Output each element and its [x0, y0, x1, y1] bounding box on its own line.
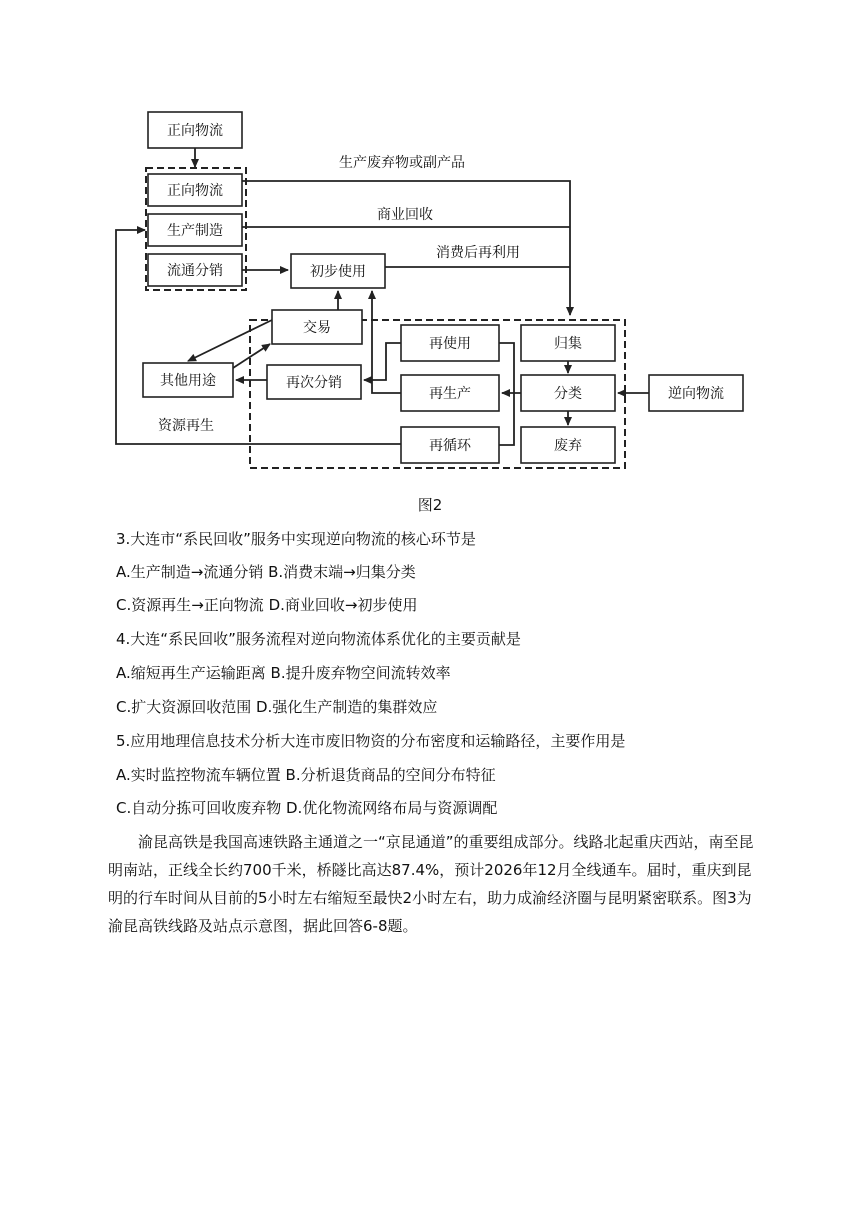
- bracket-reuse-recycle: [499, 343, 514, 445]
- top-forward-logistics-node: [148, 112, 242, 148]
- discard-node: [521, 427, 615, 463]
- question-5-options-ab: A.实时监控物流车辆位置 B.分析退货商品的空间分布特征: [116, 766, 496, 784]
- question-5-options-cd: C.自动分拣可回收废弃物 D.优化物流网络布局与资源调配: [116, 799, 498, 817]
- redistribution-label: 再次分销: [286, 375, 342, 391]
- reproduction-node: [401, 375, 499, 411]
- reproduction-label: 再生产: [429, 386, 471, 402]
- manufacturing-label: 生产制造: [167, 223, 223, 239]
- arrow-to-redistribution: [364, 343, 401, 380]
- recycling-node: [401, 427, 499, 463]
- label-resource: 资源再生: [158, 418, 214, 434]
- reuse-label: 再使用: [429, 336, 471, 352]
- manufacturing-node: [148, 214, 242, 246]
- collect-label: 归集: [554, 336, 582, 352]
- sort-node: [521, 375, 615, 411]
- top-forward-logistics-label: 正向物流: [167, 123, 223, 139]
- other-use-node: [143, 363, 233, 397]
- reuse-node: [401, 325, 499, 361]
- question-5-stem: 5.应用地理信息技术分析大连市废旧物资的分布密度和运输路径，主要作用是: [116, 732, 626, 750]
- redistribution-node: [267, 365, 361, 399]
- arrow-trade-to-other-use: [188, 320, 272, 361]
- distribution-label: 流通分销: [167, 263, 223, 279]
- figure-caption: 图2: [417, 496, 443, 514]
- sort-label: 分类: [554, 386, 582, 402]
- logistics-flow-diagram: [0, 0, 860, 480]
- question-4-options-ab: A.缩短再生产运输距离 B.提升废弃物空间流转效率: [116, 664, 451, 682]
- forward-logistics-label: 正向物流: [167, 183, 223, 199]
- distribution-node: [148, 254, 242, 286]
- label-commercial: 商业回收: [377, 207, 433, 223]
- initial-use-label: 初步使用: [310, 264, 366, 280]
- label-post-consumer: 消费后再利用: [436, 245, 520, 261]
- initial-use-node: [291, 254, 385, 288]
- other-use-label: 其他用途: [160, 373, 216, 389]
- question-3-options-ab: A.生产制造→流通分销 B.消费末端→归集分类: [116, 563, 416, 581]
- question-3-stem: 3.大连市“系民回收”服务中实现逆向物流的核心环节是: [116, 530, 476, 548]
- question-4-stem: 4.大连“系民回收”服务流程对逆向物流体系优化的主要贡献是: [116, 630, 521, 648]
- label-byproduct: 生产废弃物或副产品: [339, 155, 465, 171]
- question-4-options-cd: C.扩大资源回收范围 D.强化生产制造的集群效应: [116, 698, 438, 716]
- reverse-logistics-label: 逆向物流: [668, 386, 724, 402]
- question-3-options-cd: C.资源再生→正向物流 D.商业回收→初步使用: [116, 596, 418, 614]
- intro-paragraph: 渝昆高铁是我国高速铁路主通道之一“京昆通道”的重要组成部分。线路北起重庆西站，南至昆明南站，正线全长约700千米，桥隧比高达87.4%，预计2026年12月全线通车。届时，重庆到昆明的行车时间从目前的5小时左右缩短至最快2小时左右，助力成渝经济圈与昆明紧密联系。图3为渝昆高铁线路及站点示意图，据此回答6-8题。: [108, 833, 754, 935]
- line-byproduct: [242, 181, 570, 315]
- arrow-other-use-to-trade: [233, 344, 270, 368]
- reverse-logistics-node: [649, 375, 743, 411]
- collect-node: [521, 325, 615, 361]
- trade-node: [272, 310, 362, 344]
- recycling-label: 再循环: [429, 438, 471, 454]
- forward-logistics-node: [148, 174, 242, 206]
- trade-label: 交易: [303, 320, 331, 336]
- discard-label: 废弃: [554, 438, 582, 454]
